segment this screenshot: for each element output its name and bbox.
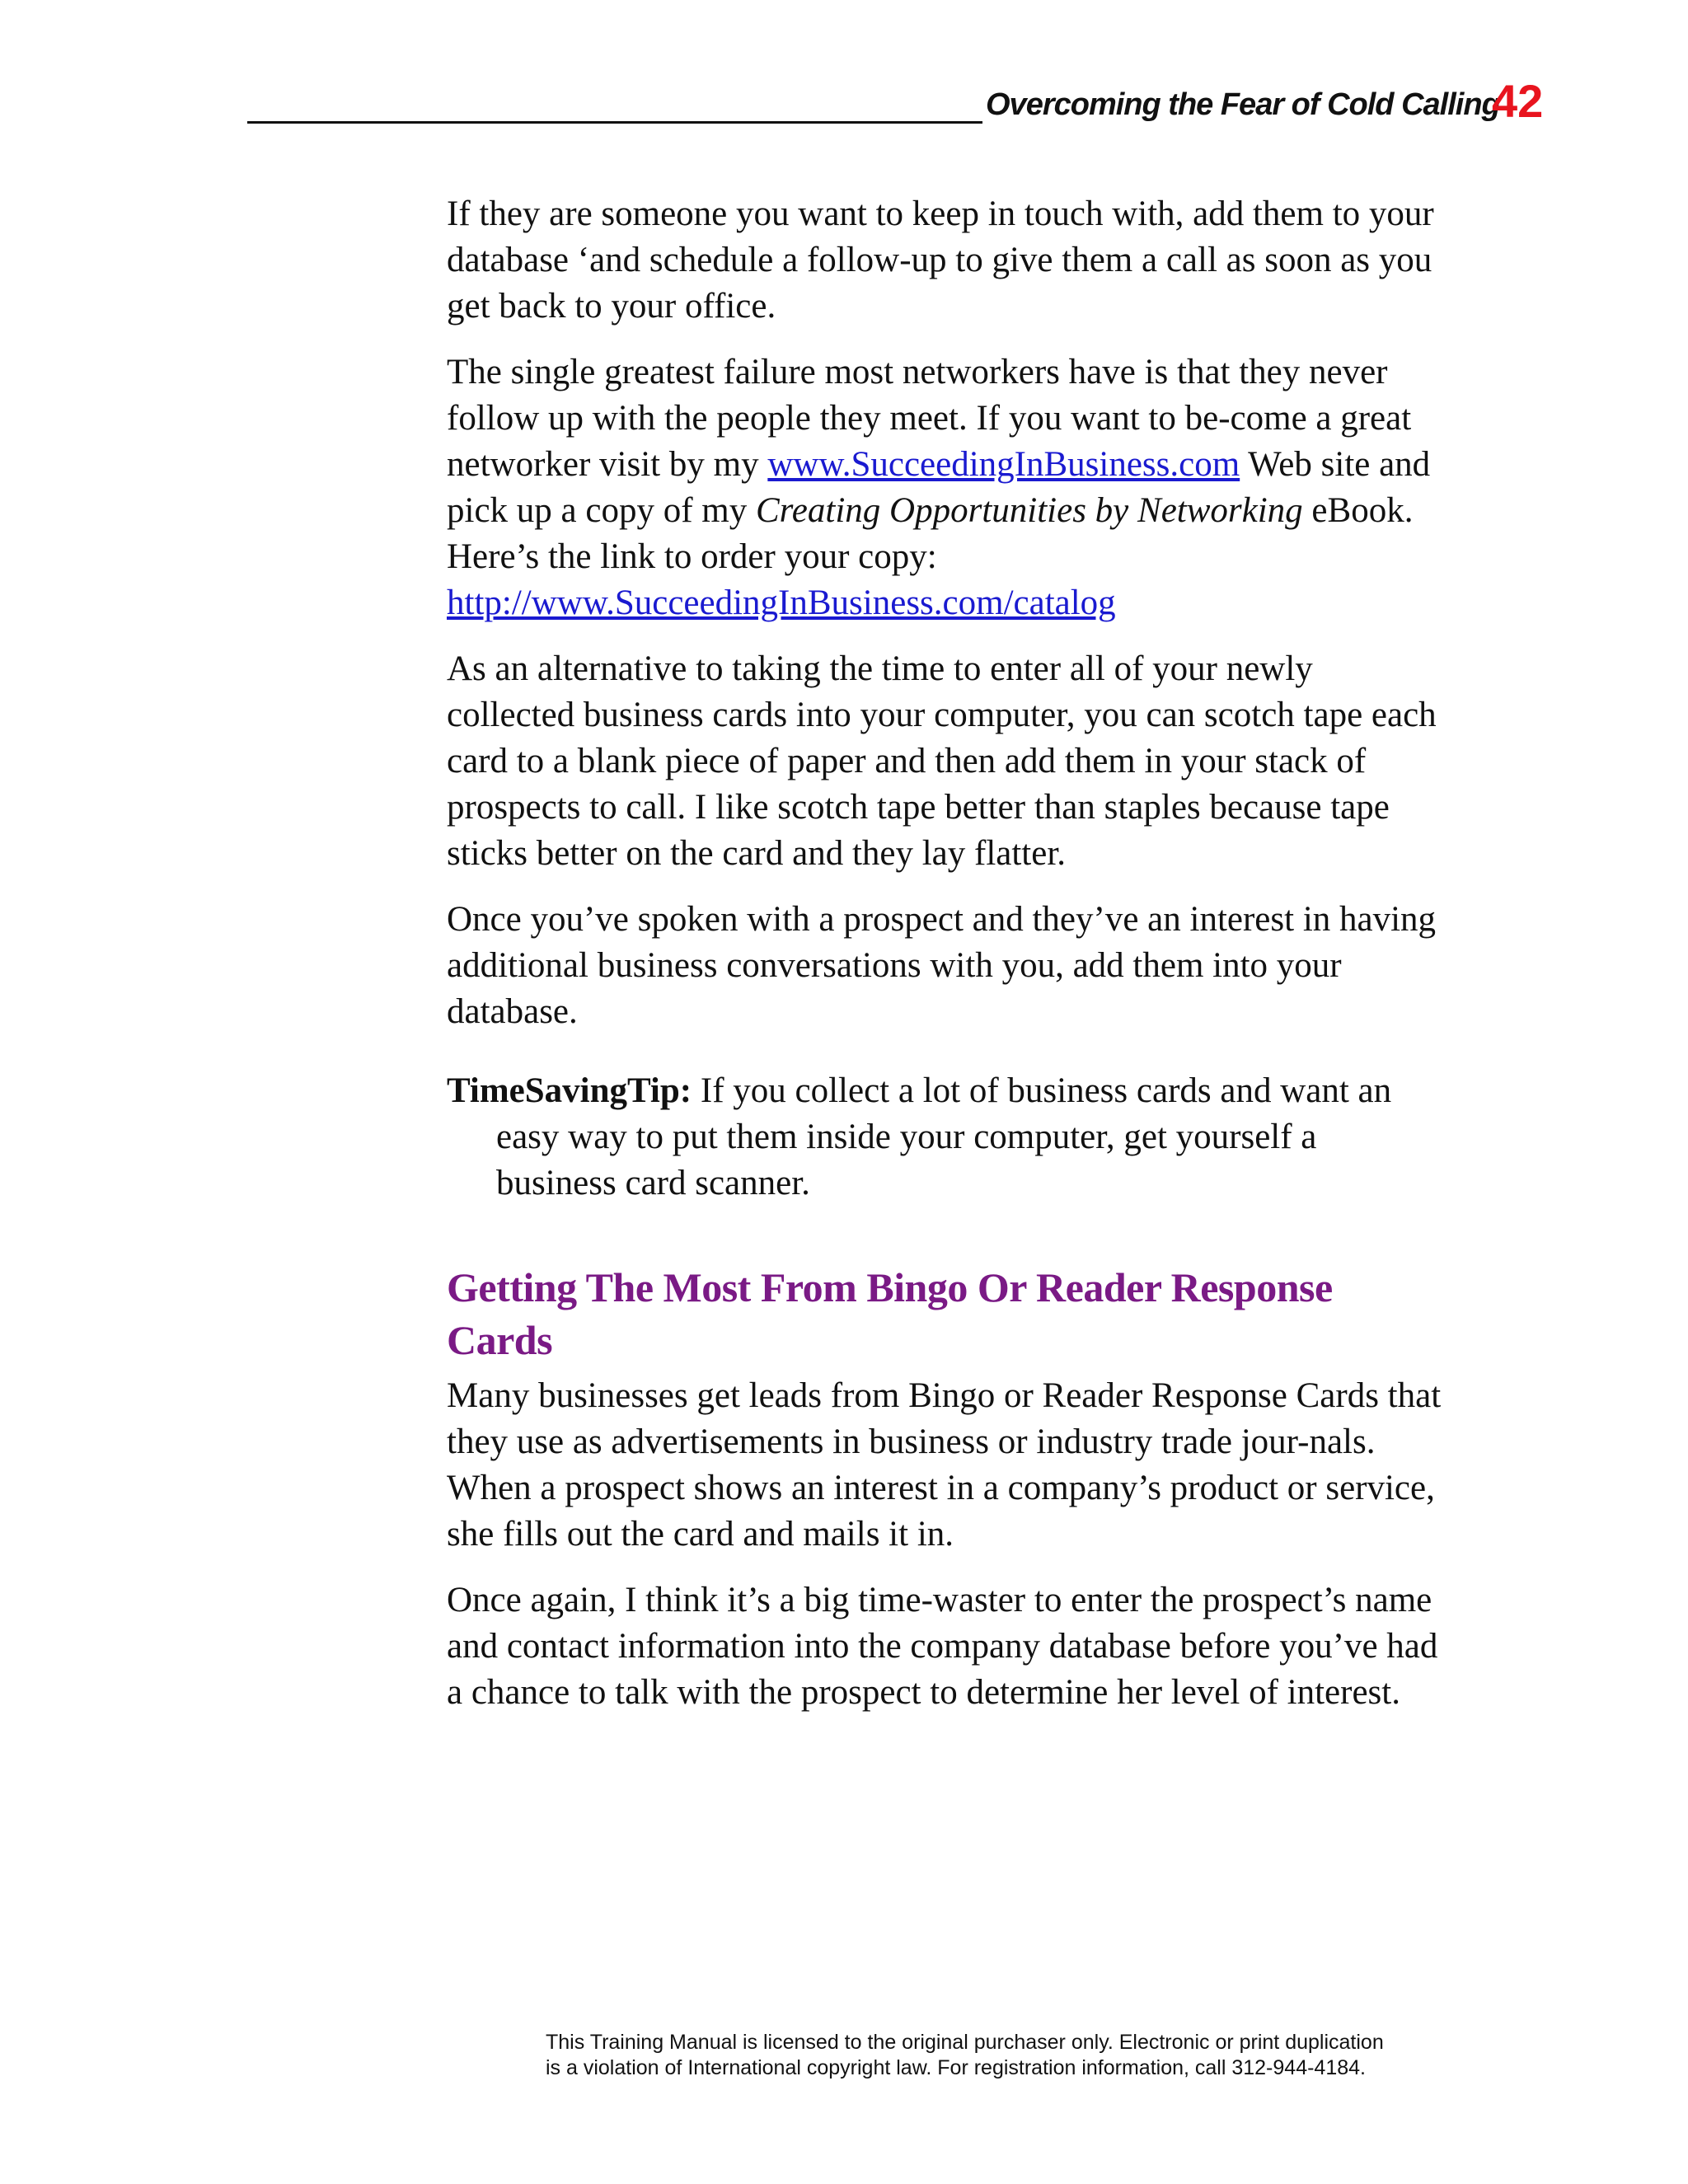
paragraph-add-database: Once you’ve spoken with a prospect and they’ve an interest in having additional business conversations with you, add them into your database. — [447, 900, 1437, 1031]
running-header — [247, 75, 1563, 129]
footer-line: This Training Manual is licensed to the original purchaser only. Electronic or print duplication — [546, 2031, 1384, 2054]
copyright-footer — [546, 2030, 1444, 2081]
ebook-title: Creating Opportunities by Networking — [755, 491, 1303, 530]
paragraph-keep-in-touch: If they are someone you want to keep in touch with, add them to your database ‘and schedule a follow-up to give them a call as soon as you get back to your office. — [447, 194, 1434, 326]
section-heading: Getting The Most From Bingo Or Reader Response Cards — [447, 1264, 1333, 1363]
paragraph-follow-up — [447, 349, 1444, 626]
paragraph-text: eBook. Here’s the link to order your copy: — [447, 491, 1414, 576]
paragraph-time-waster: Once again, I think it’s a big time-waster to enter the prospect’s name and contact information into the company database before you’ve had a chance to talk with the prospect to determine her level of interest. — [447, 1581, 1438, 1712]
paragraph-scotch-tape: As an alternative to taking the time to enter all of your newly collected business cards into your computer, you can scotch tape each card to a blank piece of paper and then add them in your stack of prospects to call. I like scotch tape better than staples because tape sticks better on the card and they lay flatter. — [447, 649, 1437, 873]
website-link[interactable]: www.SucceedingInBusiness.com — [767, 445, 1240, 484]
footer-line: is a violation of International copyright law. For registration information, call 312-944-4184. — [546, 2056, 1366, 2079]
chapter-title: Overcoming the Fear of Cold Calling — [986, 87, 1500, 122]
paragraph-bingo-cards: Many businesses get leads from Bingo or Reader Response Cards that they use as advertisements in business or industry trade jour-nals. When a prospect shows an interest in a company’s product or service, she fills out the card and mails it in. — [447, 1376, 1442, 1554]
header-rule — [247, 121, 982, 124]
page-body — [447, 191, 1444, 1736]
catalog-link[interactable]: http://www.SucceedingInBusiness.com/catalog — [447, 583, 1116, 622]
paragraph-text: Web site and pick up a copy of my — [447, 445, 1431, 530]
paragraph-text: The single greatest failure most networkers have is that they never follow up with the people they meet. If you want to be-come a great networker visit by my — [447, 353, 1412, 484]
tip-text: If you collect a lot of business cards and want an easy way to put them inside your computer, get yourself a business card scanner. — [496, 1071, 1392, 1202]
time-saving-tip — [447, 1068, 1444, 1207]
page-number: 42 — [1492, 75, 1544, 127]
tip-label: TimeSavingTip: — [447, 1071, 692, 1110]
